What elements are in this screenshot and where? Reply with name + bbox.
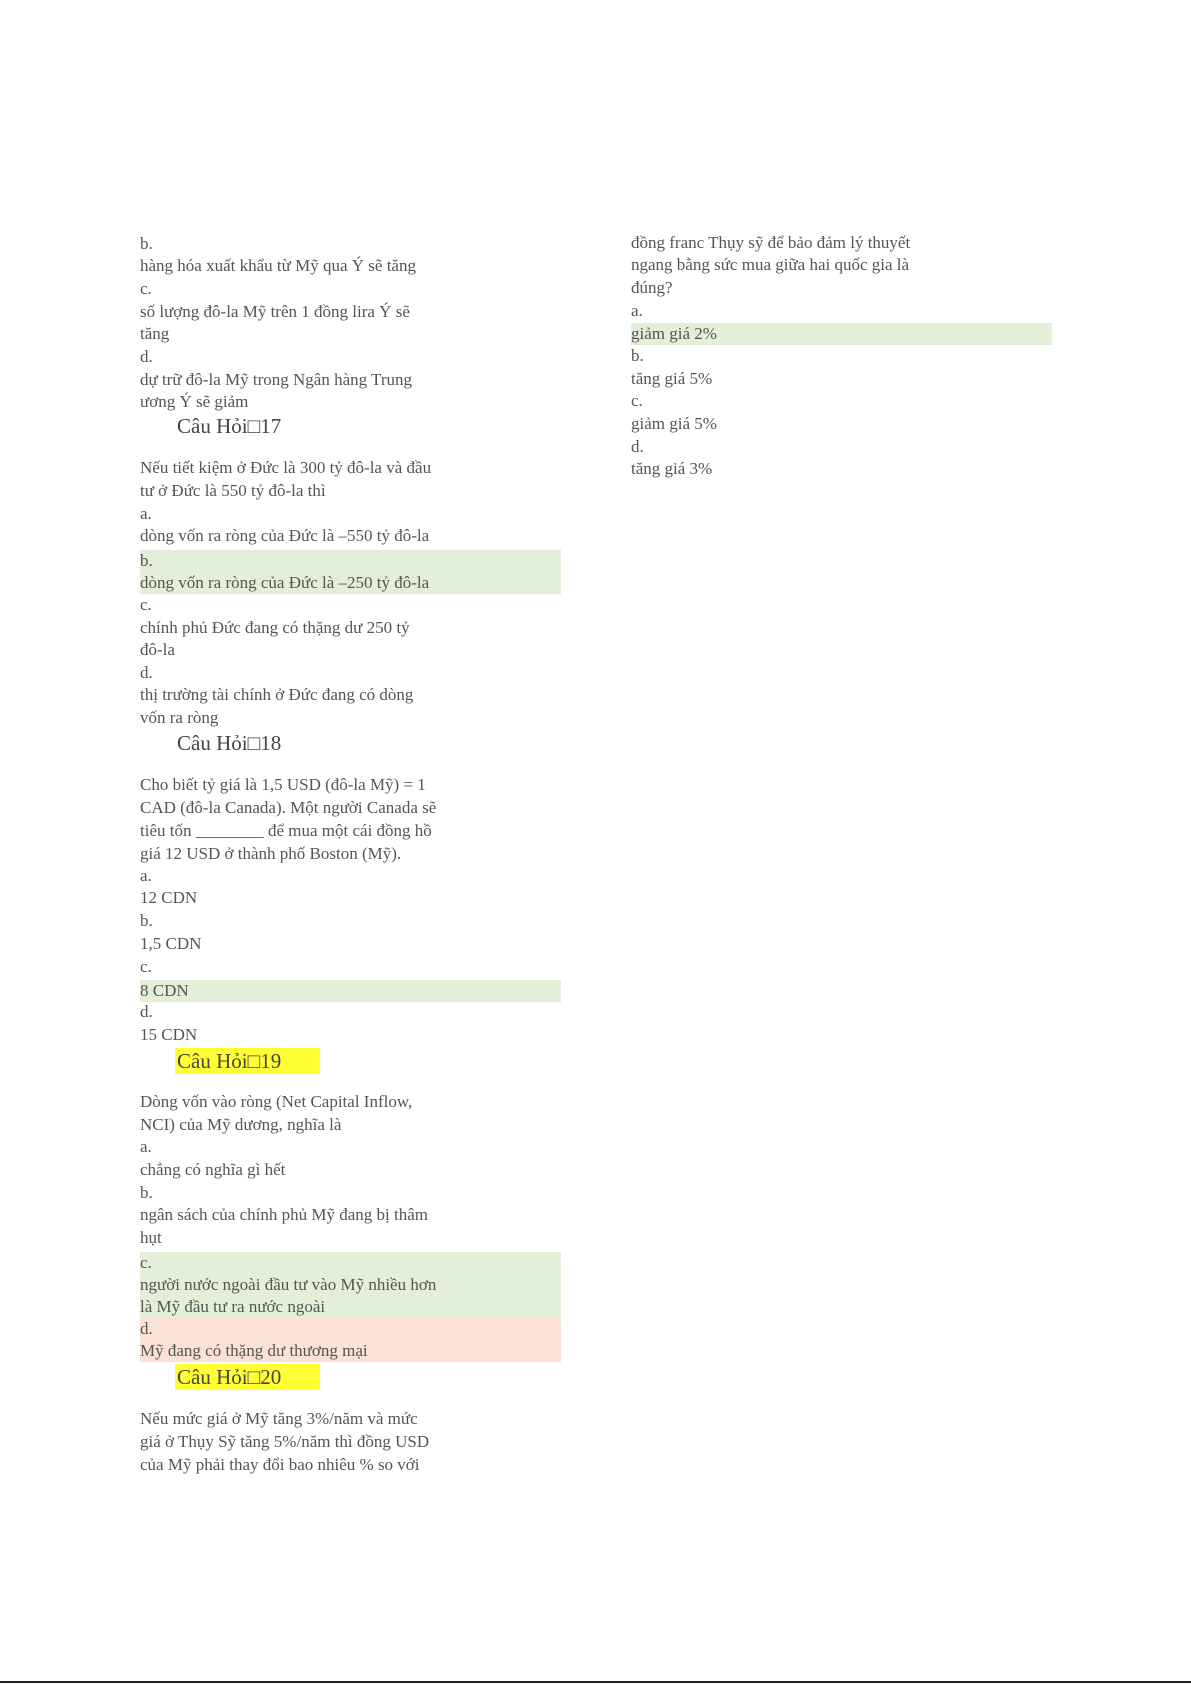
q20-prompt-cont-3: đồng franc Thụy sỹ để bảo đảm lý thuyết (631, 233, 911, 252)
q20-prompt-cont-1: giá ở Thụy Sỹ tăng 5%/năm thì đồng USD (140, 1432, 430, 1451)
q20-prompt-cont-5: đúng? (631, 278, 673, 297)
q18-option-d-letter[interactable]: d. (140, 1002, 153, 1021)
q20-option-d-letter[interactable]: d. (631, 437, 644, 456)
q16-option-c-text-cont[interactable]: tăng (140, 324, 170, 343)
q17-option-b-letter[interactable]: b. (140, 550, 561, 572)
q17-option-d-text-cont[interactable]: vốn ra ròng (140, 708, 219, 727)
q19-option-b-text[interactable]: ngân sách của chính phủ Mỹ đang bị thâm (140, 1205, 428, 1224)
q18-option-d-text[interactable]: 15 CDN (140, 1025, 198, 1044)
q20-prompt-cont-2: của Mỹ phải thay đổi bao nhiêu % so với (140, 1455, 420, 1474)
q18-prompt-cont-3: giá 12 USD ở thành phố Boston (Mỹ). (140, 844, 402, 863)
q17-option-d-letter[interactable]: d. (140, 663, 153, 682)
question-17-title: Câu Hỏi□17 (177, 414, 282, 438)
q20-prompt-cont-4: ngang bằng sức mua giữa hai quốc gia là (631, 255, 910, 274)
q16-option-d-text-cont[interactable]: ương Ý sẽ giảm (140, 392, 249, 411)
q18-option-a-letter[interactable]: a. (140, 866, 152, 885)
q17-option-c-text-cont[interactable]: đô-la (140, 640, 175, 659)
q19-option-b-letter[interactable]: b. (140, 1183, 153, 1202)
question-20-title: Câu Hỏi□20 (175, 1364, 320, 1390)
q20-option-a-text[interactable]: giảm giá 2% (631, 323, 1052, 345)
q16-option-d-text[interactable]: dự trữ đô-la Mỹ trong Ngân hàng Trung (140, 370, 412, 389)
q18-prompt-cont-2: tiêu tốn ________ để mua một cái đồng hồ (140, 821, 432, 840)
q17-option-c-letter[interactable]: c. (140, 595, 152, 614)
q20-prompt: Nếu mức giá ở Mỹ tăng 3%/năm và mức (140, 1409, 418, 1428)
q19-option-a-text[interactable]: chẳng có nghĩa gì hết (140, 1160, 286, 1179)
q18-option-c-text[interactable]: 8 CDN (140, 980, 561, 1002)
q19-option-c-text-cont[interactable]: là Mỹ đầu tư ra nước ngoài (140, 1296, 561, 1318)
q16-option-d-letter[interactable]: d. (140, 347, 153, 366)
q16-option-b-text[interactable]: hàng hóa xuất khẩu từ Mỹ qua Ý sẽ tăng (140, 256, 416, 275)
question-19-title: Câu Hỏi□19 (175, 1048, 320, 1074)
q16-option-c-letter[interactable]: c. (140, 279, 152, 298)
q18-option-b-letter[interactable]: b. (140, 911, 153, 930)
q17-prompt-cont: tư ở Đức là 550 tỷ đô-la thì (140, 481, 326, 500)
q19-option-c-letter[interactable]: c. (140, 1252, 561, 1274)
q17-prompt: Nếu tiết kiệm ở Đức là 300 tỷ đô-la và đầu (140, 458, 432, 477)
q16-option-b-letter[interactable]: b. (140, 234, 153, 253)
q17-option-b-text[interactable]: dòng vốn ra ròng của Đức là –250 tỷ đô-la (140, 572, 561, 594)
q19-prompt-cont: NCI) của Mỹ dương, nghĩa là (140, 1115, 342, 1134)
question-18-title: Câu Hỏi□18 (177, 731, 282, 755)
q18-option-a-text[interactable]: 12 CDN (140, 888, 198, 907)
page-bottom-rule (0, 1681, 1191, 1683)
q19-option-c-text[interactable]: người nước ngoài đầu tư vào Mỹ nhiều hơn (140, 1274, 561, 1296)
q19-option-d-letter[interactable]: d. (140, 1318, 561, 1340)
q18-option-c-letter[interactable]: c. (140, 957, 152, 976)
q18-prompt: Cho biết tỷ giá là 1,5 USD (đô-la Mỹ) = 1 (140, 775, 426, 794)
q19-option-a-letter[interactable]: a. (140, 1137, 152, 1156)
q19-option-b-text-cont[interactable]: hụt (140, 1228, 162, 1247)
q17-option-a-text[interactable]: dòng vốn ra ròng của Đức là –550 tỷ đô-la (140, 526, 430, 545)
q17-option-d-text[interactable]: thị trường tài chính ở Đức đang có dòng (140, 685, 414, 704)
q19-prompt: Dòng vốn vào ròng (Net Capital Inflow, (140, 1092, 413, 1111)
q16-option-c-text[interactable]: số lượng đô-la Mỹ trên 1 đồng lira Ý sẽ (140, 302, 410, 321)
q20-option-c-letter[interactable]: c. (631, 391, 643, 410)
q18-option-b-text[interactable]: 1,5 CDN (140, 934, 202, 953)
q20-option-a-letter[interactable]: a. (631, 301, 643, 320)
q17-option-c-text[interactable]: chính phủ Đức đang có thặng dư 250 tỷ (140, 618, 410, 637)
q20-option-b-letter[interactable]: b. (631, 346, 644, 365)
q20-option-c-text[interactable]: giảm giá 5% (631, 414, 717, 433)
q18-prompt-cont-1: CAD (đô-la Canada). Một người Canada sẽ (140, 798, 437, 817)
q19-option-d-text[interactable]: Mỹ đang có thặng dư thương mại (140, 1340, 561, 1362)
q17-option-a-letter[interactable]: a. (140, 504, 152, 523)
q20-option-b-text[interactable]: tăng giá 5% (631, 369, 713, 388)
q20-option-d-text[interactable]: tăng giá 3% (631, 459, 713, 478)
